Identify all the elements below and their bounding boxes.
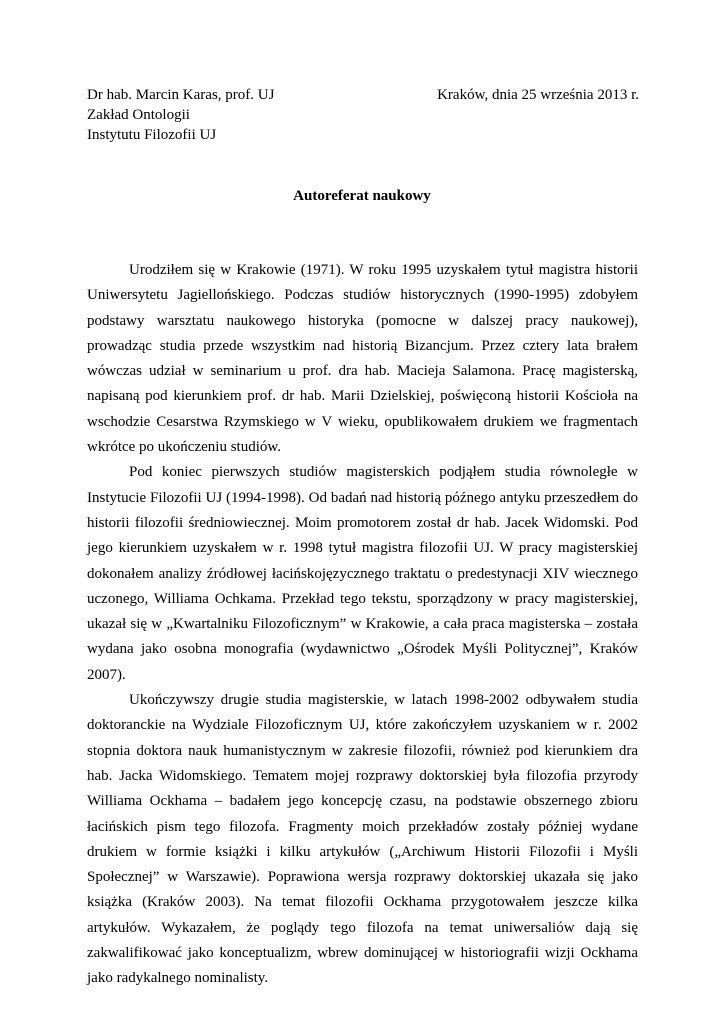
paragraph: Pod koniec pierwszych studiów magisterskich podjąłem studia równoległe w Instytucie Filozofii UJ (1994-1998). Od badań nad historią późnego antyku przeszedłem do historii filozofii średniowiecznej. Moim promotorem został dr hab. Jacek Widomski. Pod jego kierunkiem uzyskałem w r. 1998 tytuł magistra filozofii UJ. W pracy magisterskiej dokonałem analizy źródłowej łacińskojęzycznego traktatu o predestynacji XIV wiecznego uczonego, Williama Ochkama. Przekład tego tekstu, sporządzony w pracy magisterskiej, ukazał się w „Kwartalniku Filozoficznym” w Krakowie, a cała praca magisterska – została wydana jako osobna monografia (wydawnictwo „Ośrodek Myśli Politycznej”, Kraków 2007).: [87, 464, 638, 683]
paragraph: Urodziłem się w Krakowie (1971). W roku 1995 uzyskałem tytuł magistra historii Uniwersytetu Jagiellońskiego. Podczas studiów historycznych (1990-1995) zdobyłem podstawy warsztatu naukowego historyka (pomocne w dalszej pracy naukowej), prowadząc studia przede wszystkim nad historią Bizancjum. Przez cztery lata brałem wówczas udział w seminarium u prof. dra hab. Macieja Salamona. Pracę magisterską, napisaną pod kierunkiem prof. dr hab. Marii Dzielskiej, poświęconą historii Kościoła na wschodzie Cesarstwa Rzymskiego w V wieku, opublikowałem drukiem we fragmentach wkrótce po ukończeniu studiów.: [87, 262, 638, 456]
place-and-date: Kraków, dnia 25 września 2013 r.: [437, 87, 639, 103]
document-title: Autoreferat naukowy: [293, 188, 431, 204]
document-body: [87, 258, 638, 992]
institute-name: Instytutu Filozofii UJ: [87, 127, 217, 143]
paragraph: Ukończywszy drugie studia magisterskie, w latach 1998-2002 odbywałem studia doktoranckie na Wydziale Filozoficznym UJ, które zakończyłem uzyskaniem w r. 2002 stopnia doktora nauk humanistycznym w zakresie filozofii, również pod kierunkiem dra hab. Jacka Widomskiego. Tematem mojej rozprawy doktorskiej była filozofia przyrody Williama Ockhama – badałem jego koncepcję czasu, na podstawie obszernego zbioru łacińskich pism tego filozofa. Fragmenty moich przekładów zostały później wydane drukiem w formie książki i kilku artykułów („Archiwum Historii Filozofii i Myśli Społecznej” w Warszawie). Poprawiona wersja rozprawy doktorskiej ukazała się jako książka (Kraków 2003). Na temat filozofii Ockhama przygotowałem jeszcze kilka artykułów. Wykazałem, że poglądy tego filozofa na temat uniwersaliów dają się zakwalifikować jako konceptualizm, wbrew dominującej w historiografii wizji Ockhama jako radykalnego nominalisty.: [87, 692, 638, 987]
author-name: Dr hab. Marcin Karas, prof. UJ: [87, 87, 275, 103]
department-name: Zakład Ontologii: [87, 107, 190, 123]
letter-header: [87, 85, 639, 145]
